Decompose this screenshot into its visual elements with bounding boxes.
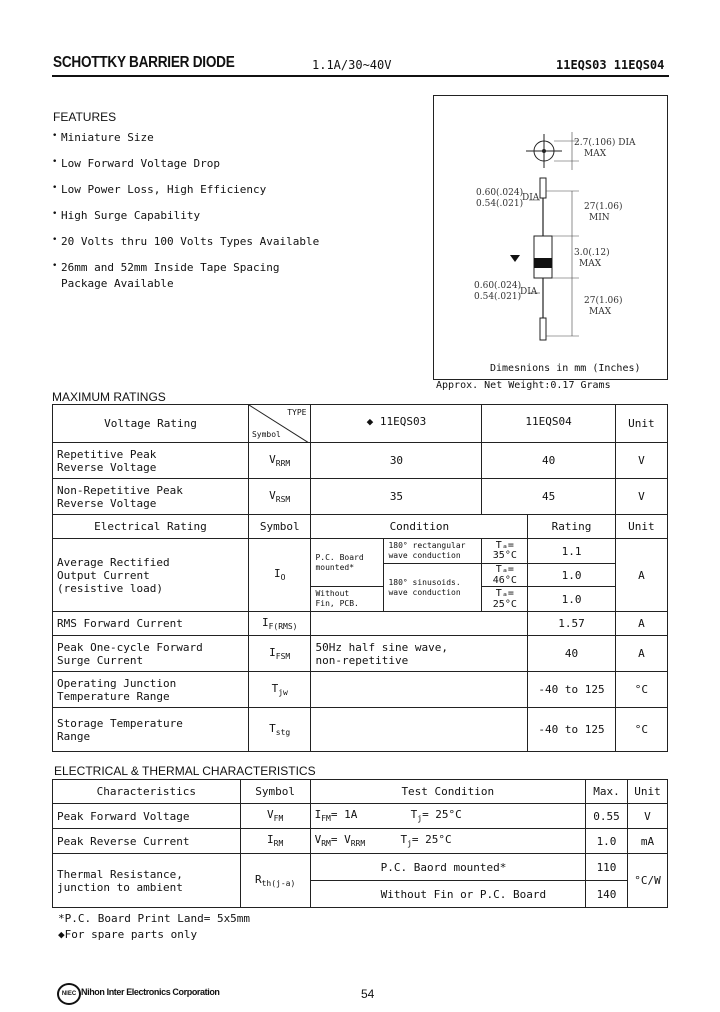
part-numbers: 11EQS03 11EQS04 <box>556 58 665 72</box>
vfm-sub: FM <box>273 814 284 824</box>
dim-lead-len-min: MIN <box>589 213 610 223</box>
rth-cond-2: Without Fin or P.C. Board <box>310 881 585 908</box>
irm-c1v: = V <box>330 833 351 847</box>
vfm-condition <box>310 804 585 829</box>
tstg-unit: °C <box>615 708 667 752</box>
vrsm-sub: RSM <box>275 495 291 505</box>
vrsm-b: 45 <box>482 479 615 515</box>
rect-2: wave conduction <box>388 551 461 560</box>
unit-header-2: Unit <box>627 780 667 804</box>
irm-unit: mA <box>627 829 667 854</box>
avg-name-3: (resistive load) <box>57 581 163 595</box>
rms-unit: A <box>615 612 667 636</box>
sin-1: 180° sinusoids. <box>388 577 461 587</box>
dim-lead-dia-1: 0.60(.024) <box>476 188 524 198</box>
tjw-symbol <box>248 672 311 708</box>
vfm-c2: T <box>410 808 418 822</box>
col-11eqs04: 11EQS04 <box>482 405 615 443</box>
avg-rating-3: 1.0 <box>528 587 616 612</box>
avg-current-name <box>53 539 249 612</box>
vrrm-name-1: Repetitive Peak <box>57 447 157 461</box>
dim-lead-dia-b2: 0.54(.021) <box>474 292 522 302</box>
wout-1: Without <box>315 589 350 598</box>
vfm-sym: V <box>267 808 274 822</box>
without-fin <box>311 587 384 612</box>
vrrm-unit: V <box>615 443 667 479</box>
features-list <box>52 131 422 290</box>
sin-2: wave conduction <box>388 587 461 597</box>
rth-sym: R <box>254 872 262 886</box>
vrsm-symbol <box>248 479 311 515</box>
avg-name-1: Average Rectified <box>57 555 170 569</box>
irm-c2: T <box>400 833 408 847</box>
col-11eqs03: ◆ 11EQS03 <box>311 405 482 443</box>
irm-sub: RM <box>273 839 284 849</box>
tstg-symbol <box>248 708 311 752</box>
avg-name-2: Output Current <box>57 568 150 582</box>
dim-body-len-max: MAX <box>579 259 602 269</box>
tjw-sym: T <box>271 681 279 695</box>
irm-max: 1.0 <box>586 829 628 854</box>
surge-condition <box>311 636 528 672</box>
dim-lead-dia-label: DIA <box>522 193 540 203</box>
avg-sym: I <box>273 567 281 581</box>
temp-1: Tₐ= 35°C <box>482 539 528 564</box>
avg-sub: O <box>280 573 286 583</box>
irm-sym: I <box>267 833 274 847</box>
surge-name-1: Peak One-cycle Forward <box>57 640 203 654</box>
type-label: TYPE <box>287 408 307 417</box>
max-ratings-table <box>52 404 668 752</box>
feature-item: • Miniature Size <box>52 131 422 144</box>
tjw-name <box>53 672 249 708</box>
rms-name: RMS Forward Current <box>53 612 249 636</box>
rth-sub: th(j-a) <box>261 879 296 889</box>
elec-rating-col-header: Rating <box>528 515 616 539</box>
vrrm-sub: RRM <box>275 459 291 469</box>
voltage-rating-header: Voltage Rating <box>53 405 249 443</box>
vfm-symbol <box>240 804 310 829</box>
feature-item-cont: Package Available <box>61 277 174 290</box>
tjw-name-2: Temperature Range <box>57 689 170 703</box>
dim-lead-dia-b-label: DIA <box>520 287 538 297</box>
avg-rating-1: 1.1 <box>528 539 616 564</box>
tstg-sym: T <box>269 721 276 735</box>
feature-item: • High Surge Capability <box>52 209 422 222</box>
tjw-condition <box>311 672 528 708</box>
dim-body-len: 3.0(.12) <box>574 248 610 258</box>
pcb-mounted <box>311 539 384 587</box>
surge-name-2: Surge Current <box>57 653 144 667</box>
elec-symbol-header: Symbol <box>248 515 311 539</box>
page-number: 54 <box>361 987 375 1001</box>
feature-item: • 20 Volts thru 100 Volts Types Available <box>52 235 422 248</box>
row-vrrm-name <box>53 443 249 479</box>
row-vrsm-name <box>53 479 249 515</box>
vrrm-b: 40 <box>482 443 615 479</box>
rect-wave <box>384 539 482 564</box>
irm-c1s: RM <box>321 839 331 849</box>
rms-rating: 1.57 <box>528 612 616 636</box>
avg-symbol <box>248 539 311 612</box>
tjw-sub: jw <box>278 688 288 698</box>
features-title: FEATURES <box>53 110 117 124</box>
rth-max-1: 110 <box>586 854 628 881</box>
rth-name <box>53 854 241 908</box>
rating-spec: 1.1A/30~40V <box>312 58 392 72</box>
pcb-2: mounted* <box>315 562 355 572</box>
irm-c2s: j <box>407 839 412 849</box>
document-title: SCHOTTKY BARRIER DIODE <box>53 54 235 71</box>
vfm-c1s: FM <box>321 814 331 824</box>
rth-unit: °C/W <box>627 854 667 908</box>
tstg-rating: -40 to 125 <box>528 708 616 752</box>
vfm-c2s: j <box>417 814 423 824</box>
irm-c2v: = 25°C <box>411 833 452 847</box>
company-logo: NIEC <box>57 983 81 1005</box>
irm-name: Peak Reverse Current <box>53 829 241 854</box>
surge-rating: 40 <box>528 636 616 672</box>
sin-wave <box>384 564 482 612</box>
elec-unit-header: Unit <box>615 515 667 539</box>
header-rule <box>52 75 669 77</box>
dim-top-max: MAX <box>584 149 607 159</box>
company-name: Nihon Inter Electronics Corporation <box>81 987 220 997</box>
tjw-name-1: Operating Junction <box>57 676 177 690</box>
feature-item: • 26mm and 52mm Inside Tape Spacing <box>52 261 422 274</box>
rect-1: 180° rectangular <box>388 541 466 550</box>
net-weight: Approx. Net Weight:0.17 Grams <box>436 380 611 391</box>
rth-max-2: 140 <box>586 881 628 908</box>
vfm-max: 0.55 <box>586 804 628 829</box>
surge-symbol <box>248 636 311 672</box>
note-spare: ◆For spare parts only <box>58 928 198 941</box>
vrsm-unit: V <box>615 479 667 515</box>
feature-item: • Low Power Loss, High Efficiency <box>52 183 422 196</box>
feature-item: • Low Forward Voltage Drop <box>52 157 422 170</box>
dimensions-note: Dimesnions in mm (Inches) <box>490 363 641 374</box>
irm-symbol <box>240 829 310 854</box>
surge-cond-1: 50Hz half sine wave, <box>315 640 448 654</box>
surge-cond-2: non-repetitive <box>315 653 409 667</box>
avg-unit: A <box>615 539 667 612</box>
tstg-name-2: Range <box>57 729 91 743</box>
dim-lead-len-b-max: MAX <box>589 307 612 317</box>
vrsm-name-2: Reverse Voltage <box>57 496 157 510</box>
rth-name-1: Thermal Resistance, <box>57 867 183 881</box>
elec-rating-header: Electrical Rating <box>53 515 249 539</box>
vfm-name: Peak Forward Voltage <box>53 804 241 829</box>
cond-header: Test Condition <box>310 780 585 804</box>
temp-3: Tₐ= 25°C <box>482 587 528 612</box>
dim-lead-dia-b1: 0.60(.024) <box>474 281 522 291</box>
rms-sub: F(RMS) <box>268 622 298 632</box>
elec-thermal-title: ELECTRICAL & THERMAL CHARACTERISTICS <box>54 764 316 778</box>
irm-c1vs: RRM <box>350 839 366 849</box>
vfm-c1: I <box>314 808 322 822</box>
max-ratings-title: MAXIMUM RATINGS <box>52 390 166 404</box>
tstg-name-1: Storage Temperature <box>57 716 183 730</box>
dim-top-dia: 2.7(.106) DIA <box>574 138 636 148</box>
symbol-label: Symbol <box>251 430 281 439</box>
rms-symbol <box>248 612 311 636</box>
surge-unit: A <box>615 636 667 672</box>
elec-condition-header: Condition <box>311 515 528 539</box>
tjw-rating: -40 to 125 <box>528 672 616 708</box>
unit-header: Unit <box>615 405 667 443</box>
symbol-header: Symbol <box>240 780 310 804</box>
rth-symbol <box>240 854 310 908</box>
surge-name <box>53 636 249 672</box>
dim-lead-len: 27(1.06) <box>584 202 623 212</box>
rms-condition <box>311 612 528 636</box>
rms-sym: I <box>261 615 269 629</box>
vrsm-sym: V <box>269 488 276 502</box>
wout-2: Fin, PCB. <box>315 599 359 608</box>
tstg-sub: stg <box>275 728 291 738</box>
rth-name-2: junction to ambient <box>57 880 183 894</box>
char-header: Characteristics <box>53 780 241 804</box>
irm-condition <box>310 829 585 854</box>
surge-sub: FSM <box>275 652 291 662</box>
vrsm-name-1: Non-Repetitive Peak <box>57 483 183 497</box>
irm-c1: V <box>314 833 322 847</box>
temp-2: Tₐ= 46°C <box>482 564 528 587</box>
rth-cond-1: P.C. Baord mounted* <box>310 854 585 881</box>
vrsm-a: 35 <box>311 479 482 515</box>
vfm-c2v: = 25°C <box>422 808 462 822</box>
dim-lead-len-b: 27(1.06) <box>584 296 623 306</box>
avg-rating-2: 1.0 <box>528 564 616 587</box>
outline-drawing <box>433 95 668 380</box>
tstg-condition <box>311 708 528 752</box>
vrrm-symbol <box>248 443 311 479</box>
tjw-unit: °C <box>615 672 667 708</box>
vrrm-a: 30 <box>311 443 482 479</box>
dim-lead-dia-2: 0.54(.021) <box>476 199 524 209</box>
type-symbol-cell <box>248 405 311 443</box>
pcb-1: P.C. Board <box>315 552 364 562</box>
note-pcb: *P.C. Board Print Land= 5x5mm <box>58 912 251 925</box>
vrrm-name-2: Reverse Voltage <box>57 460 157 474</box>
vfm-c1v: = 1A <box>330 808 358 822</box>
surge-sym: I <box>269 645 276 659</box>
max-header: Max. <box>586 780 628 804</box>
elec-thermal-table <box>52 779 668 908</box>
vrrm-sym: V <box>269 452 276 466</box>
tstg-name <box>53 708 249 752</box>
vfm-unit: V <box>627 804 667 829</box>
